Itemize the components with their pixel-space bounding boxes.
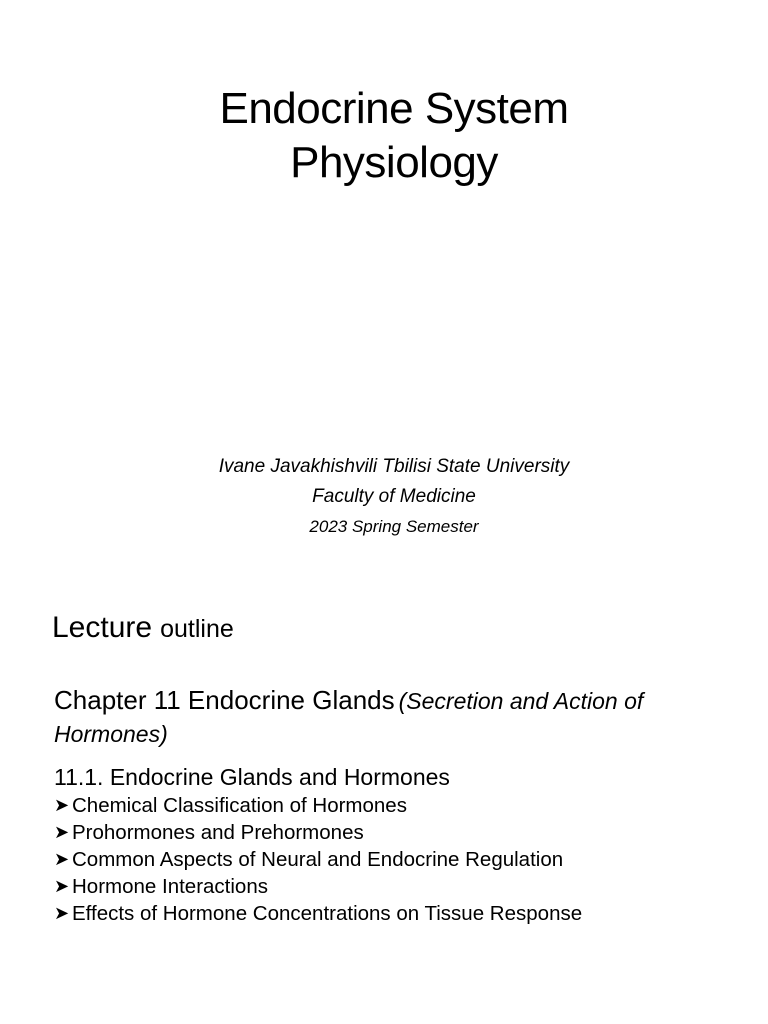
chapter-heading — [54, 684, 744, 750]
chapter-title: Chapter 11 Endocrine Glands — [54, 685, 395, 715]
slide-title-line-1: Endocrine System — [219, 84, 569, 133]
list-item-text: Common Aspects of Neural and Endocrine Regulation — [72, 848, 564, 871]
slide-title-line-2: Physiology — [290, 138, 498, 187]
faculty-name: Faculty of Medicine — [312, 486, 476, 507]
list-item — [54, 819, 582, 846]
list-item-text: Effects of Hormone Concentrations on Tissue Response — [72, 902, 583, 925]
list-item — [54, 873, 582, 900]
list-item — [54, 900, 582, 927]
arrow-bullet-icon: ➤ — [54, 876, 70, 896]
outline-word: outline — [160, 615, 234, 643]
list-item-text: Chemical Classification of Hormones — [72, 794, 407, 817]
arrow-bullet-icon: ➤ — [54, 822, 70, 842]
list-item — [54, 846, 582, 873]
section-heading: 11.1. Endocrine Glands and Hormones — [54, 764, 450, 790]
arrow-bullet-icon: ➤ — [54, 849, 70, 869]
chapter-subtitle: (Secretion and Action of Hormones) — [54, 688, 644, 747]
arrow-bullet-icon: ➤ — [54, 903, 70, 923]
lecture-word: Lecture — [52, 611, 153, 644]
arrow-bullet-icon: ➤ — [54, 795, 70, 815]
list-item-text: Hormone Interactions — [72, 875, 268, 898]
list-item-text: Prohormones and Prehormones — [72, 821, 364, 844]
lecture-outline-heading — [52, 608, 234, 649]
university-name: Ivane Javakhishvili Tbilisi State University — [218, 456, 570, 477]
list-item — [54, 792, 582, 819]
topic-list — [54, 792, 582, 927]
outline-slide — [0, 596, 768, 1024]
semester-label: 2023 Spring Semester — [309, 517, 479, 536]
